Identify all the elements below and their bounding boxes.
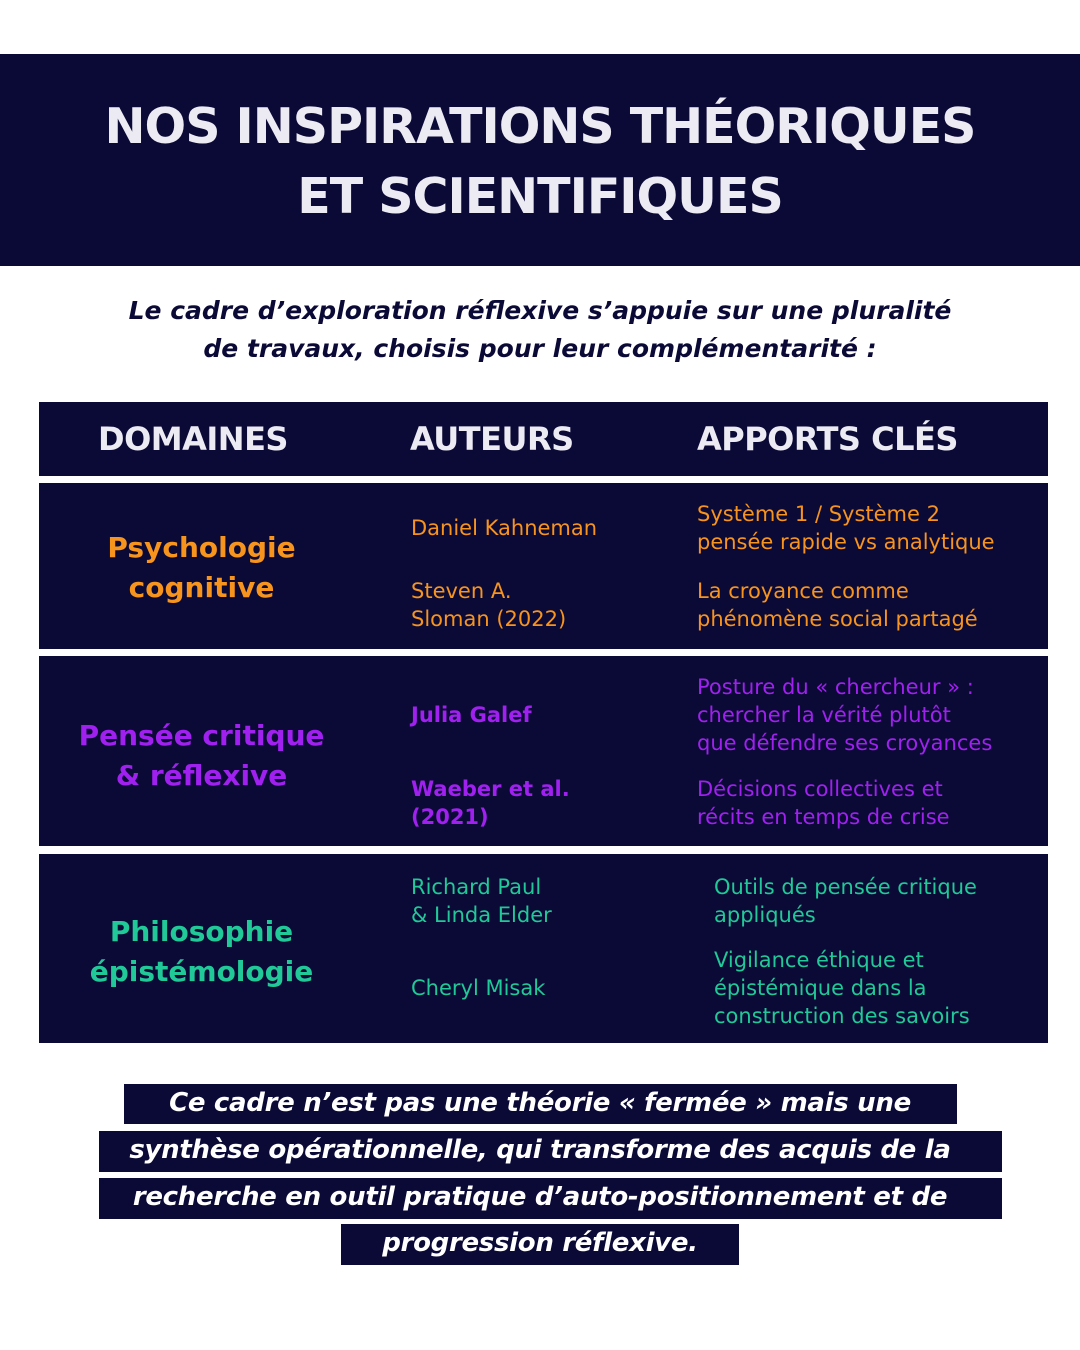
author-cell: Daniel Kahneman — [411, 516, 598, 540]
conclusion-line-4: progression réflexive. — [382, 1228, 698, 1258]
contribution-cell: Vigilance éthique et épistémique dans la construction des savoirs — [714, 948, 970, 1028]
page-title-line-1: NOS INSPIRATIONS THÉORIQUES — [104, 98, 976, 155]
domain-label: Psychologie cognitive — [107, 531, 296, 604]
author-cell: Steven A. Sloman (2022) — [411, 579, 567, 631]
contribution-cell: La croyance comme phénomène social partagé — [697, 579, 978, 631]
header-apports: APPORTS CLÉS — [697, 420, 958, 458]
domain-label: Philosophie épistémologie — [89, 915, 314, 988]
author-cell: Richard Paul & Linda Elder — [411, 875, 552, 927]
contribution-cell: Système 1 / Système 2 pensée rapide vs analytique — [697, 502, 995, 554]
author-cell: Cheryl Misak — [411, 976, 546, 1000]
page-title-line-2: ET SCIENTIFIQUES — [297, 168, 783, 225]
contribution-cell: Décisions collectives et récits en temps de crise — [697, 777, 950, 829]
contribution-cell: Outils de pensée critique appliqués — [714, 875, 977, 927]
header-auteurs: AUTEURS — [410, 420, 574, 458]
contribution-cell: Posture du « chercheur » : chercher la vérité plutôt que défendre ses croyances — [697, 675, 993, 755]
author-cell: Julia Galef — [411, 703, 532, 727]
author-cell: Waeber et al. (2021) — [411, 777, 570, 829]
intro-line-2: de travaux, choisis pour leur complémentarité : — [203, 334, 877, 363]
title-banner — [0, 54, 1080, 266]
conclusion-line-1: Ce cadre n’est pas une théorie « fermée » mais une — [169, 1088, 911, 1118]
conclusion-line-3: recherche en outil pratique d’auto-positionnement et de — [132, 1182, 948, 1212]
header-domaines: DOMAINES — [98, 420, 288, 458]
domain-label: Pensée critique & réflexive — [78, 719, 325, 792]
intro-line-1: Le cadre d’exploration réflexive s’appuie sur une pluralité — [128, 296, 952, 325]
conclusion-line-2: synthèse opérationnelle, qui transforme des acquis de la — [129, 1135, 951, 1165]
